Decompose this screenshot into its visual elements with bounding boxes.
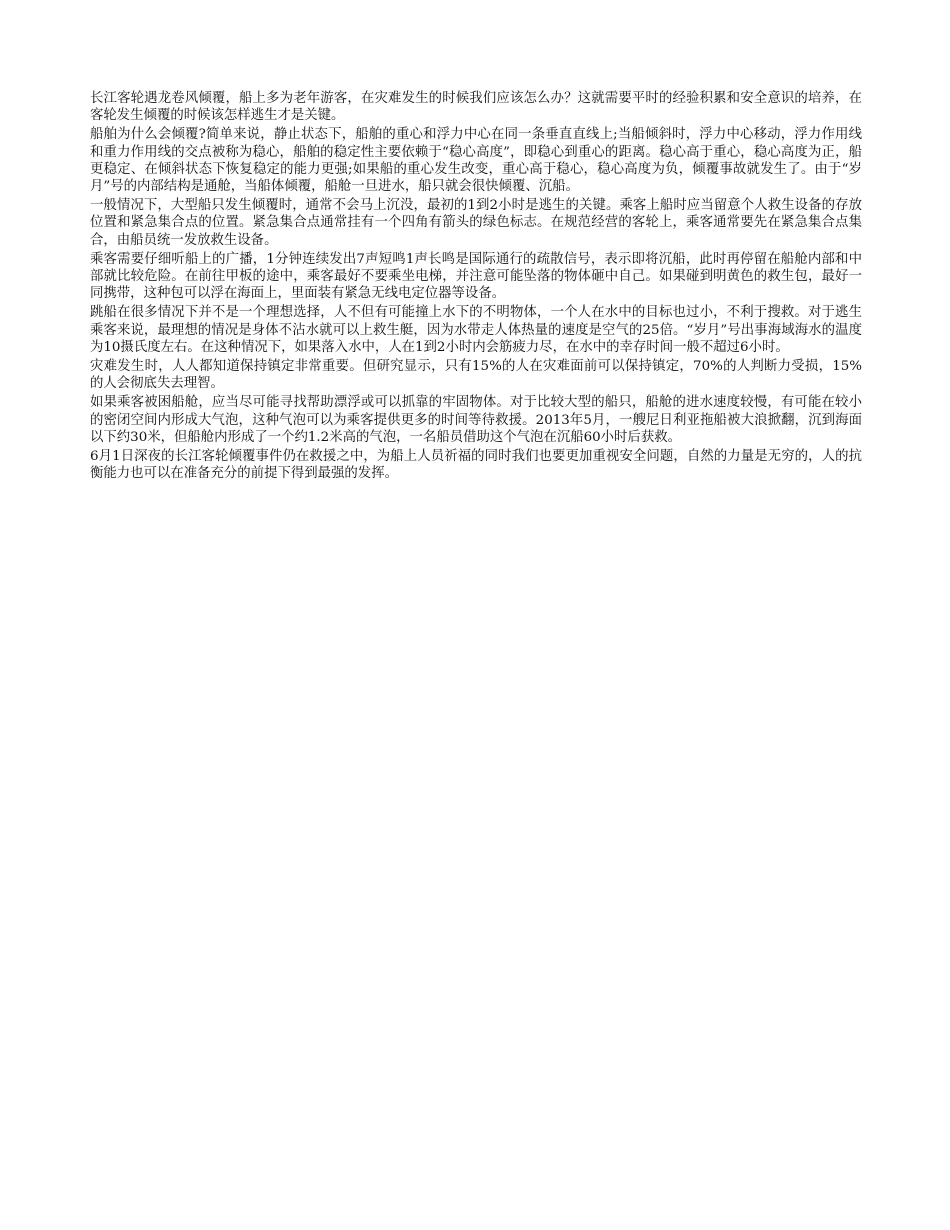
- paragraph-conclusion: 6月1日深夜的长江客轮倾覆事件仍在救援之中，为船上人员祈福的同时我们也要更加重视安全问题，自然的力量是无穷的，人的抗衡能力也可以在准备充分的前提下得到最强的发挥。: [90, 449, 862, 482]
- paragraph-escape-window: 一般情况下，大型船只发生倾覆时，通常不会马上沉没，最初的1到2小时是逃生的关键。乘客上船时应当留意个人救生设备的存放位置和紧急集合点的位置。紧急集合点通常挂有一个四角有箭头的绿色标志。在规范经营的客轮上，乘客通常要先在紧急集合点集合，由船员统一发放救生设备。: [90, 198, 862, 248]
- paragraph-trapped-cabin: 如果乘客被困船舱，应当尽可能寻找帮助漂浮或可以抓靠的牢固物体。对于比较大型的船只，船舱的进水速度较慢，有可能在较小的密闭空间内形成大气泡，这种气泡可以为乘客提供更多的时间等待救援。2013年5月，一艘尼日利亚拖船被大浪掀翻，沉到海面以下约30米，但船舱内形成了一个约1.2米高的气泡，一名船员借助这个气泡在沉船60小时后获救。: [90, 395, 862, 445]
- paragraph-evacuation-signal: 乘客需要仔细听船上的广播，1分钟连续发出7声短鸣1声长鸣是国际通行的疏散信号，表示即将沉船，此时再停留在船舱内部和中部就比较危险。在前往甲板的途中，乘客最好不要乘坐电梯，并注意可能坠落的物体砸中自己。如果碰到明黄色的救生包，最好一同携带，这种包可以浮在海面上，里面装有紧急无线电定位器等设备。: [90, 251, 862, 302]
- paragraph-capsize-cause: 船舶为什么会倾覆?简单来说，静止状态下，船舶的重心和浮力中心在同一条垂直直线上;当船倾斜时，浮力中心移动，浮力作用线和重力作用线的交点被称为稳心，船舶的稳定性主要依赖于“稳心高度”，即稳心到重心的距离。稳心高于重心，稳心高度为正，船更稳定、在倾斜状态下恢复稳定的能力更强;如果船的重心发生改变，重心高于稳心，稳心高度为负，倾覆事故就发生了。由于“岁月”号的内部结构是通舱，当船体倾覆，船舱一旦进水，船只就会很快倾覆、沉船。: [90, 127, 862, 195]
- paragraph-intro: 长江客轮遇龙卷风倾覆，船上多为老年游客，在灾难发生的时候我们应该怎么办？这就需要平时的经验积累和安全意识的培养，在客轮发生倾覆的时候该怎样逃生才是关键。: [90, 91, 862, 124]
- paragraph-stay-calm: 灾难发生时，人人都知道保持镇定非常重要。但研究显示，只有15%的人在灾难面前可以保持镇定，70%的人判断力受损，15%的人会彻底失去理智。: [90, 359, 862, 392]
- paragraph-jumping-risk: 跳船在很多情况下并不是一个理想选择，人不但有可能撞上水下的不明物体，一个人在水中的目标也过小，不利于搜救。对于逃生乘客来说，最理想的情况是身体不沾水就可以上救生艇，因为水带走人体热量的速度是空气的25倍。“岁月”号出事海域海水的温度为10摄氏度左右。在这种情况下，如果落入水中，人在1到2小时内会筋疲力尽，在水中的幸存时间一般不超过6小时。: [90, 305, 862, 355]
- document-page: [90, 90, 862, 484]
